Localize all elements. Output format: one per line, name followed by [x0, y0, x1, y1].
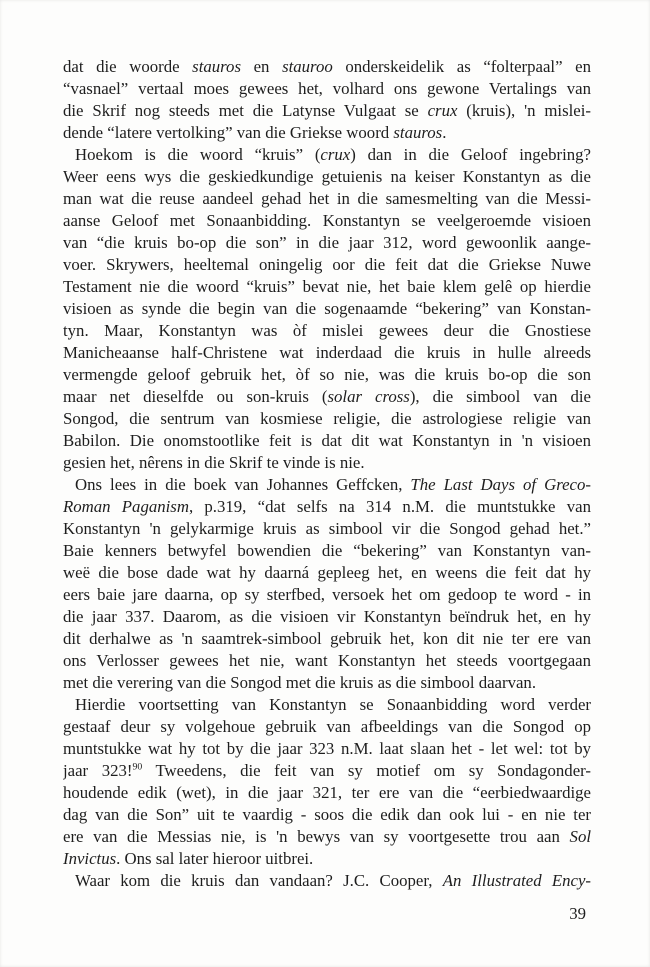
text-line: dende “latere vertolking” van die Griekse woord stauros.	[63, 123, 447, 142]
text-line: maar net dieselfde ou son-kruis (solar cross), die simbool van die	[63, 387, 591, 406]
text-line: vermengde geloof gebruik het, òf so nie, was die kruis bo-op die son	[63, 365, 591, 384]
text-line: Hoekom is die woord “kruis” (crux) dan in die Geloof ingebring?	[75, 145, 591, 164]
text-line: dat die woorde stauros en stauroo onderskeidelik as “folterpaal” en	[63, 57, 591, 76]
text-line: Hierdie voortsetting van Konstantyn se Sonaanbidding word verder	[75, 695, 591, 714]
text-line: gestaaf deur sy volgehoue gebruik van afbeeldings van die Songod op	[63, 717, 591, 736]
text-line: van “die kruis bo-op die son” in die jaar 312, word gewoonlik aange-	[63, 233, 591, 252]
text-line: Weer eens wys die geskiedkundige getuienis na keiser Konstantyn as die	[63, 167, 591, 186]
text-line: Songod, die sentrum van kosmiese religie, die astrologiese religie van	[63, 409, 591, 428]
text-line: ons Verlosser gewees het nie, want Konstantyn het steeds voortgegaan	[63, 651, 591, 670]
text-line: Baie kenners betwyfel bowendien die “bekering” van Konstantyn van-	[63, 541, 591, 560]
text-line: Konstantyn 'n gelykarmige kruis as simbool vir die Songod gehad het.”	[63, 519, 591, 538]
text-line: gesien het, nêrens in die Skrif te vinde is nie.	[63, 453, 365, 472]
text-line: Roman Paganism, p.319, “dat selfs na 314 n.M. die muntstukke van	[63, 497, 591, 516]
text-line: die jaar 337. Daarom, as die visioen vir Konstantyn beïndruk het, en hy	[63, 607, 591, 626]
text-line: met die verering van die Songod met die kruis as die simbool daarvan.	[63, 673, 537, 692]
text-line: visioen as synde die begin van die sogenaamde “bekering” van Konstan-	[63, 299, 591, 318]
text-line: Invictus. Ons sal later hieroor uitbrei.	[63, 849, 314, 868]
page-text	[63, 56, 591, 892]
text-line: jaar 323!$^{90}$ Tweedens, die feit van sy motief om sy Sondagonder-	[63, 761, 591, 780]
text-line: weë die bose dade wat hy daarná gepleeg het, en weens die feit dat hy	[63, 563, 591, 582]
text-line: tyn. Maar, Konstantyn was òf mislei gewees deur die Gnostiese	[63, 321, 591, 340]
text-line: ere van die Messias nie, is 'n bewys van sy voortgesette trou aan Sol	[63, 827, 591, 846]
text-line: Ons lees in die boek van Johannes Geffcken, The Last Days of Greco-	[75, 475, 591, 494]
text-line: “vasnael” vertaal moes gewees het, volhard ons gewone Vertalings van	[63, 79, 591, 98]
text-line: Manicheaanse half-Christene wat inderdaad die kruis in hulle alreeds	[63, 343, 591, 362]
text-line: eers baie jare daarna, op sy sterfbed, versoek het om gedoop te word - in	[63, 585, 591, 604]
text-line: dit derhalwe as 'n saamtrek-simbool gebruik het, kon dit nie ter ere van	[63, 629, 591, 648]
text-line: die Skrif nog steeds met die Latynse Vulgaat se crux (kruis), 'n mislei-	[63, 101, 591, 120]
text-line: houdende edik (wet), in die jaar 321, ter ere van die “eerbiedwaardige	[63, 783, 591, 802]
text-line: Waar kom die kruis dan vandaan? J.C. Cooper, An Illustrated Ency-	[75, 871, 591, 890]
text-line: dag van die Son” uit te vaardig - soos die edik dan ook lui - en nie ter	[63, 805, 591, 824]
text-line: Babilon. Die onomstootlike feit is dat dit wat Konstantyn in 'n visioen	[63, 431, 591, 450]
text-line: aanse Geloof met Sonaanbidding. Konstantyn se veelgeroemde visioen	[63, 211, 591, 230]
text-line: man wat die reuse aandeel gehad het in die samesmelting van die Messi-	[63, 189, 591, 208]
page-number: 39	[569, 904, 586, 923]
text-line: Testament nie die woord “kruis” bevat nie, het baie klem gelê op hierdie	[63, 277, 591, 296]
text-line: voer. Skrywers, heeltemal oningelig oor die feit dat die Griekse Nuwe	[63, 255, 591, 274]
text-line: muntstukke wat hy tot by die jaar 323 n.M. laat slaan het - let wel: tot by	[63, 739, 591, 758]
